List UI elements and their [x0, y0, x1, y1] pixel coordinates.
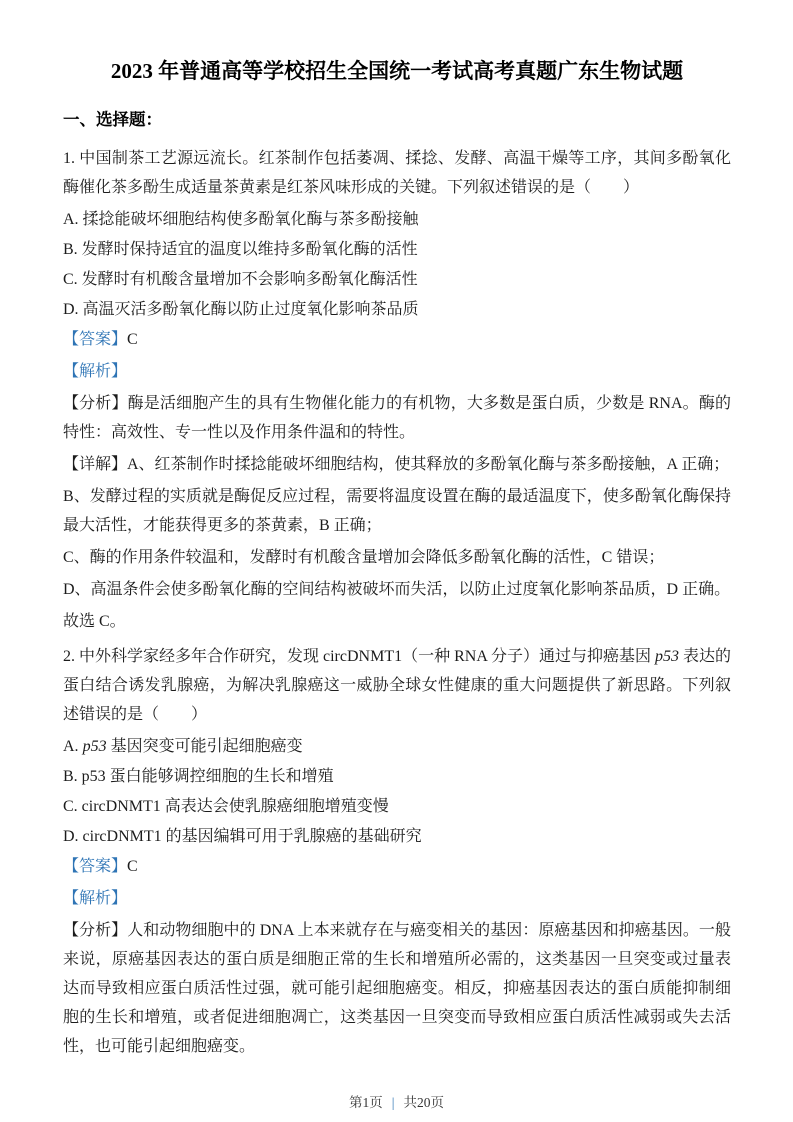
answer-label: 【答案】: [63, 858, 128, 875]
question-1-answer-line: [63, 325, 731, 354]
question-1-option-d: D. 高温灭活多酚氧化酶以防止过度氧化影响茶品质: [63, 301, 419, 318]
question-1-option-c: C. 发酵时有机酸含量增加不会影响多酚氧化酶活性: [63, 271, 418, 288]
question-1-stem: 1. 中国制茶工艺源远流长。红茶制作包括萎凋、揉捻、发酵、高温干燥等工序，其间多酚氧化酶催化茶多酚生成适量茶黄素是红茶风味形成的关键。下列叙述错误的是（ ）: [63, 150, 731, 196]
question-2-paragraph: 【分析】人和动物细胞中的 DNA 上本来就存在与癌变相关的基因：原癌基因和抑癌基因。一般来说，原癌基因表达的蛋白质是细胞正常的生长和增殖所必需的，这类基因一旦突变或过量表达而导致相应蛋白质活性过强，就可能引起细胞癌变。相反，抑癌基因表达的蛋白质能抑制细胞的生长和增殖，或者促进细胞凋亡，这类基因一旦突变而导致相应蛋白质活性减弱或失去活性，也可能引起细胞癌变。: [63, 922, 731, 1055]
answer-value: C: [127, 858, 138, 875]
question-2-option-b: B. p53 蛋白能够调控细胞的生长和增殖: [63, 768, 334, 785]
question-1-paragraph: C、酶的作用条件较温和，发酵时有机酸含量增加会降低多酚氧化酶的活性，C 错误；: [63, 549, 665, 566]
footer-page-number: 第1页: [349, 1095, 383, 1110]
question-1-paragraph: 【分析】酶是活细胞产生的具有生物催化能力的有机物，大多数是蛋白质，少数是 RNA。酶的特性：高效性、专一性以及作用条件温和的特性。: [63, 395, 731, 441]
question-1-option-a: A. 揉捻能破坏细胞结构使多酚氧化酶与茶多酚接触: [63, 211, 419, 228]
question-1-conclusion: 故选 C。: [63, 613, 126, 630]
page-footer: [0, 1094, 793, 1112]
question-1-option-b: B. 发酵时保持适宜的温度以维持多酚氧化酶的活性: [63, 241, 418, 258]
question-1-paragraph: B、发酵过程的实质就是酶促反应过程，需要将温度设置在酶的最适温度下，使多酚氧化酶保持最大活性，才能获得更多的茶黄素，B 正确；: [63, 488, 731, 534]
question-1-analysis-label: 【解析】: [63, 363, 128, 380]
gene-name-italic: p53: [655, 648, 679, 665]
page-title: 2023 年普通高等学校招生全国统一考试高考真题广东生物试题: [110, 59, 684, 83]
answer-label: 【答案】: [63, 331, 128, 348]
question-1-paragraph: 【详解】A、红茶制作时揉捻能破坏细胞结构，使其释放的多酚氧化酶与茶多酚接触，A 正确；: [63, 456, 730, 473]
question-2-analysis-label: 【解析】: [63, 890, 128, 907]
question-2-answer-line: [63, 852, 731, 881]
question-1: [63, 144, 731, 636]
question-1-paragraph: D、高温条件会使多酚氧化酶的空间结构被破坏而失活，以防止过度氧化影响茶品质，D 正确。: [63, 581, 731, 598]
answer-value: C: [127, 331, 138, 348]
question-2-option-d: D. circDNMT1 的基因编辑可用于乳腺癌的基础研究: [63, 828, 422, 845]
gene-name-italic: p53: [82, 738, 107, 755]
question-2-option-c: C. circDNMT1 高表达会使乳腺癌细胞增殖变慢: [63, 798, 389, 815]
question-2-option-a: A. p53 基因突变可能引起细胞癌变: [63, 738, 303, 755]
footer-total-pages: 共20页: [403, 1095, 444, 1110]
section-heading: 一、选择题：: [63, 110, 162, 129]
question-2-stem: 2. 中外科学家经多年合作研究，发现 circDNMT1（一种 RNA 分子）通过与抑癌基因 p53 表达的蛋白结合诱发乳腺癌，为解决乳腺癌这一威胁全球女性健康的重大问题提供了新思路。下列叙述错误的是（ ）: [63, 648, 732, 723]
footer-separator: |: [391, 1095, 395, 1110]
question-2: [63, 642, 731, 1061]
